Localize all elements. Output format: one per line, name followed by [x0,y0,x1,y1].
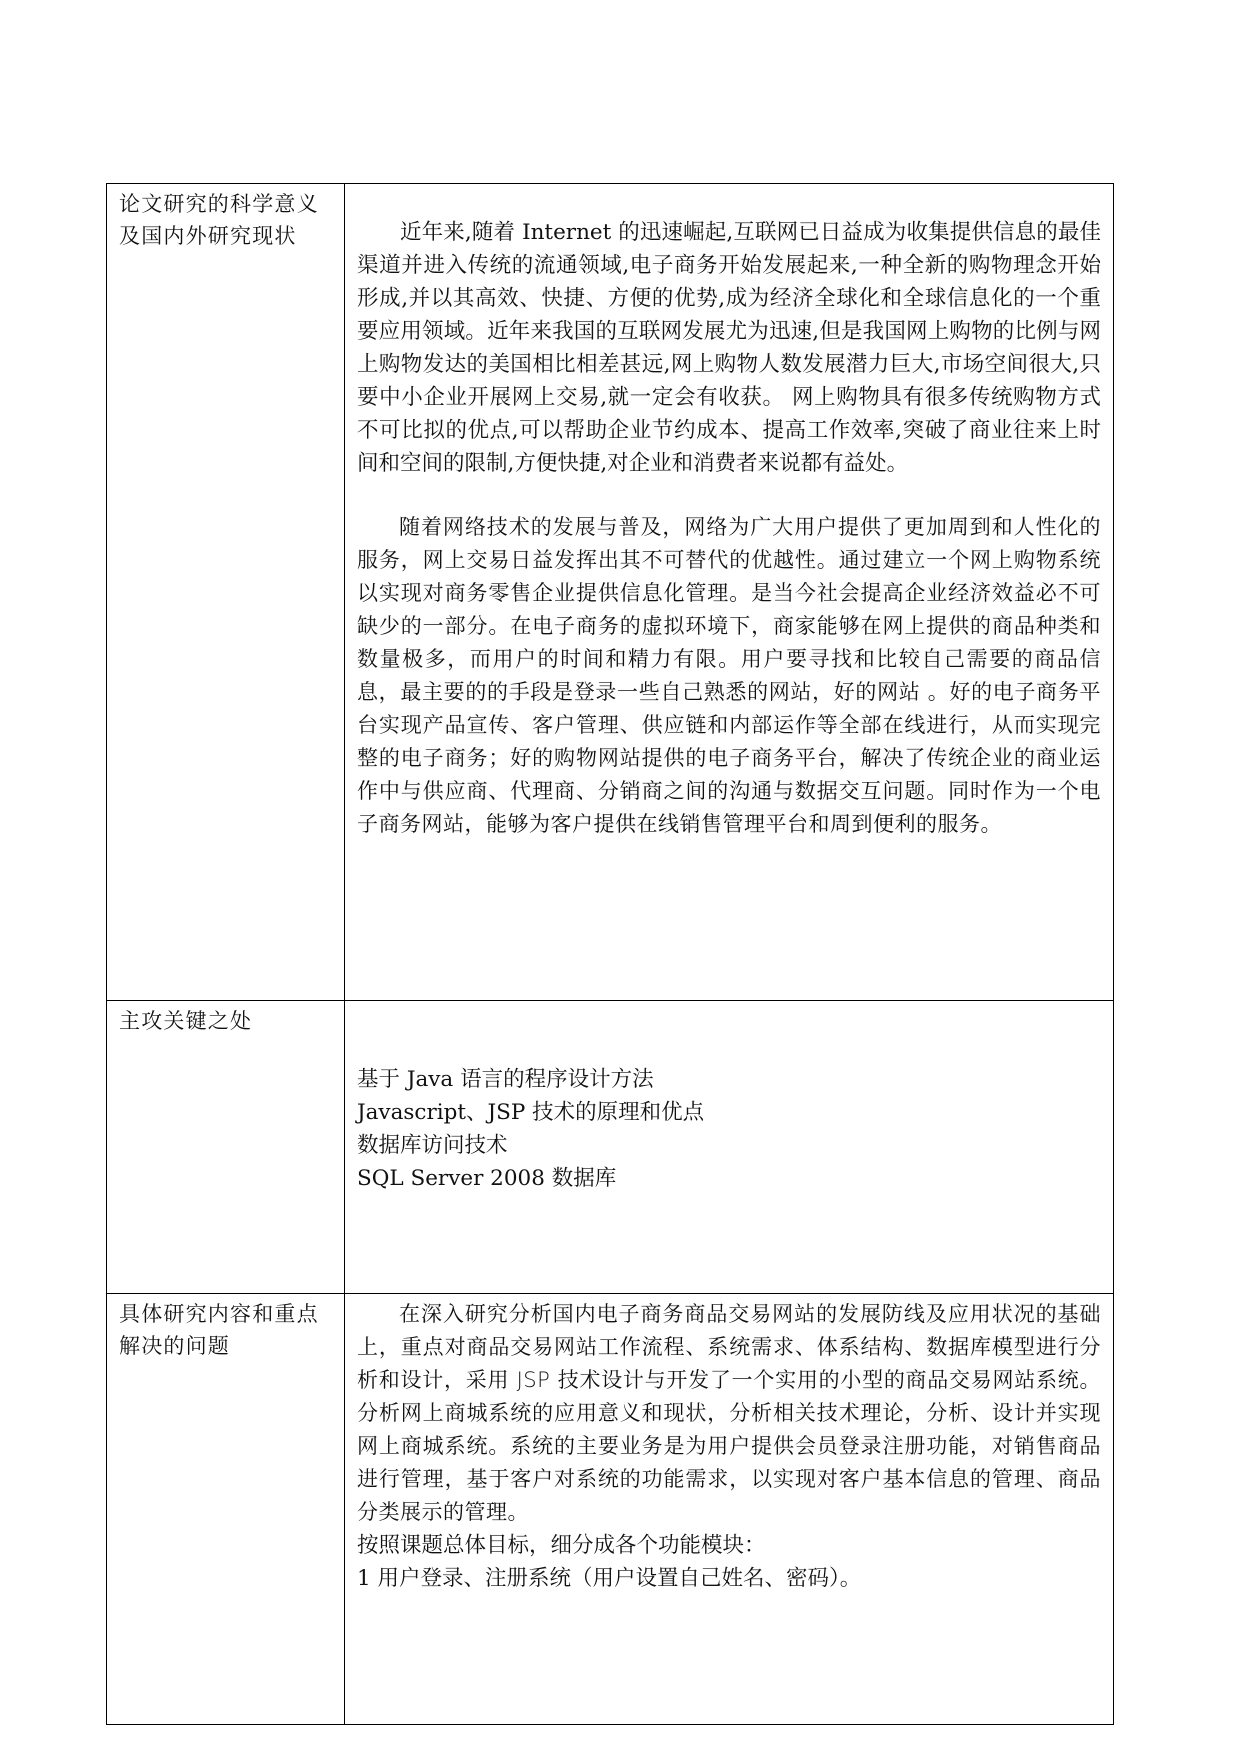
paragraph-background: 近年来,随着 Internet 的迅速崛起,互联网已日益成为收集提供信息的最佳渠道并进入传统的流通领域,电子商务开始发展起来,一种全新的购物理念开始形成,并以其高效、快捷、方便的优势,成为经济全球化和全球信息化的一个重要应用领域。近年来我国的互联网发展尤为迅速,但是我国网上购物的比例与网上购物发达的美国相比相差甚远,网上购物人数发展潜力巨大,市场空间很大,只要中小企业开展网上交易,就一定会有收获。 网上购物具有很多传统购物方式不可比拟的优点,可以帮助企业节约成本、提高工作效率,突破了商业往来上时间和空间的限制,方便快捷,对企业和消费者来说都有益处。 [357,220,1101,476]
table-row [107,184,1113,1000]
paragraph-research: 在深入研究分析国内电子商务商品交易网站的发展防线及应用状况的基础上，重点对商品交易网站工作流程、系统需求、体系结构、数据库模型进行分析和设计，采用 JSP 技术设计与开发了一个实用的小型的商品交易网站系统。分析网上商城系统的应用意义和现状，分析相关技术理论，分析、设计并实现网上商城系统。系统的主要业务是为用户提供会员登录注册功能，对销售商品进行管理，基于客户对系统的功能需求，以实现对客户基本信息的管理、商品分类展示的管理。 [357,1302,1101,1524]
row-label-research-content: 具体研究内容和重点解决的问题 [107,1294,345,1724]
table-row [107,1000,1113,1293]
key-point-line: SQL Server 2008 数据库 [357,1166,617,1191]
paragraph-network-tech: 随着网络技术的发展与普及，网络为广大用户提供了更加周到和人性化的服务，网上交易日益发挥出其不可替代的优越性。通过建立一个网上购物系统以实现对商务零售企业提供信息化管理。是当今社会提高企业经济效益必不可缺少的一部分。在电子商务的虚拟环境下，商家能够在网上提供的商品种类和数量极多，而用户的时间和精力有限。用户要寻找和比较自己需要的商品信息，最主要的的手段是登录一些自己熟悉的网站，好的网站 。好的电子商务平台实现产品宣传、客户管理、供应链和内部运作等全部在线进行，从而实现完整的电子商务；好的购物网站提供的电子商务平台，解决了传统企业的商业运作中与供应商、代理商、分销商之间的沟通与数据交互问题。同时作为一个电子商务网站，能够为客户提供在线销售管理平台和周到便利的服务。 [357,515,1101,836]
key-point-line: 基于 Java 语言的程序设计方法 [357,1067,654,1092]
module-item-line: 1 用户登录、注册系统（用户设置自己姓名、密码）。 [357,1566,862,1591]
table-row [107,1293,1113,1724]
module-intro-line: 按照课题总体目标，细分成各个功能模块： [357,1533,766,1558]
row-content-significance [345,184,1113,1000]
row-content-research [345,1294,1113,1724]
row-label-significance: 论文研究的科学意义及国内外研究现状 [107,184,345,1000]
row-content-key-points [345,1001,1113,1293]
proposal-table [106,183,1114,1725]
row-label-key-points: 主攻关键之处 [107,1001,345,1293]
key-point-line: Javascript、JSP 技术的原理和优点 [357,1100,705,1125]
key-point-line: 数据库访问技术 [357,1133,508,1158]
